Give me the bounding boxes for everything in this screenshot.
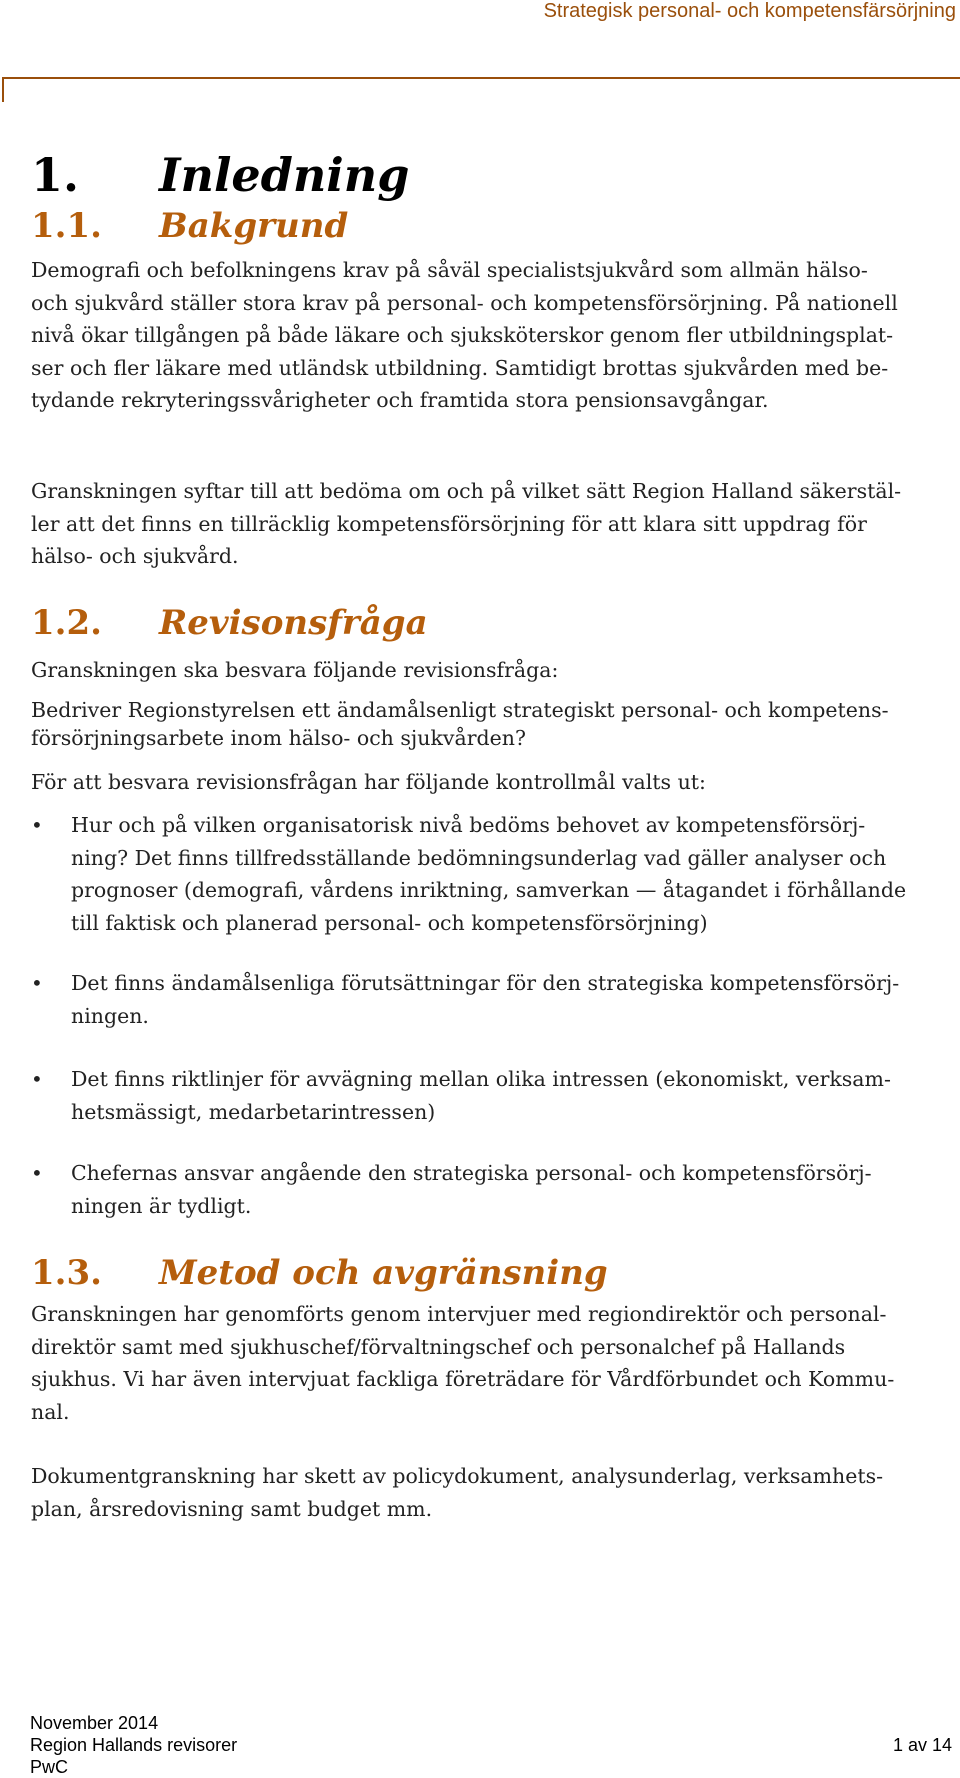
text-line: Granskningen har genomförts genom intervjuer med regiondirektör och personal-	[31, 1302, 887, 1326]
paragraph-metod-2	[31, 1460, 951, 1525]
section-number: 1.2.	[31, 603, 102, 643]
text-line: prognoser (demografi, vårdens inriktning, samverkan — åtagandet i förhållande	[71, 878, 907, 902]
text-line: ning? Det finns tillfredsställande bedömningsunderlag vad gäller analyser och	[71, 845, 887, 870]
text-line: och sjukvård ställer stora krav på personal- och kompetensförsörjning. På nationell	[31, 290, 898, 315]
text-line: hetsmässigt, medarbetarintressen)	[71, 1099, 436, 1124]
section-heading-bakgrund	[31, 206, 349, 246]
text-line: till faktisk och planerad personal- och kompetensförsörjning)	[71, 910, 708, 935]
page-footer	[30, 1712, 952, 1778]
paragraph-revision-question	[31, 696, 951, 752]
section-title: Bakgrund	[159, 206, 349, 246]
text-line: Granskningen ska besvara följande revisionsfråga:	[31, 658, 559, 682]
text-line: ningen är tydligt.	[71, 1193, 252, 1218]
text-line: plan, årsredovisning samt budget mm.	[31, 1496, 433, 1521]
text-line: Bedriver Regionstyrelsen ett ändamålsenligt strategiskt personal- och kompetens-	[31, 698, 889, 722]
header-rule	[2, 77, 960, 79]
text-line: Dokumentgranskning har skett av policydokument, analysunderlag, verksamhets-	[31, 1464, 884, 1488]
page-number: 1 av 14	[892, 1735, 952, 1755]
chapter-number: 1.	[31, 148, 80, 202]
paragraph-metod-1	[31, 1298, 951, 1428]
text-line: sjukhus. Vi har även intervjuat fackliga företrädare för Vårdförbundet och Kommu-	[31, 1367, 895, 1391]
control-objectives-list	[31, 1157, 951, 1222]
text-line: Granskningen syftar till att bedöma om och på vilket sätt Region Halland säkerstäl-	[31, 479, 902, 503]
section-heading-metod	[31, 1253, 608, 1293]
footer-company: PwC	[30, 1757, 69, 1777]
control-objectives-list	[31, 1063, 951, 1128]
paragraph-bakgrund-1	[31, 254, 951, 417]
text-line: För att besvara revisionsfrågan har följande kontrollmål valts ut:	[31, 770, 706, 794]
text-line: ser och fler läkare med utländsk utbildning. Samtidigt brottas sjukvården med be-	[31, 355, 889, 380]
text-line: Chefernas ansvar angående den strategiska personal- och kompetensförsörj-	[71, 1161, 872, 1185]
chapter-title: Inledning	[159, 148, 410, 202]
bullet: •	[31, 813, 43, 837]
section-heading-revisionsfraga	[31, 603, 428, 643]
list-item	[31, 967, 951, 1032]
list-item	[31, 1063, 951, 1128]
text-line: hälso- och sjukvård.	[31, 544, 239, 568]
text-line: nal.	[31, 1399, 70, 1424]
text-line: ningen.	[71, 1003, 149, 1028]
bullet: •	[31, 1161, 43, 1185]
text-line: Det finns ändamålsenliga förutsättningar för den strategiska kompetensförsörj-	[71, 971, 900, 995]
text-line: försörjningsarbete inom hälso- och sjukvården?	[31, 726, 526, 750]
text-line: Hur och på vilken organisatorisk nivå bedöms behovet av kompetensförsörj-	[71, 813, 866, 837]
text-line: nivå ökar tillgången på både läkare och sjuksköterskor genom fler utbildningsplat-	[31, 323, 894, 347]
bullet: •	[31, 971, 43, 995]
list-item	[31, 809, 951, 939]
footer-date: November 2014	[30, 1713, 159, 1733]
list-item	[31, 1157, 951, 1222]
section-number: 1.1.	[31, 206, 102, 246]
control-objectives-list	[31, 809, 951, 939]
paragraph-revision-intro	[31, 654, 951, 687]
bullet: •	[31, 1067, 43, 1091]
section-title: Revisonsfråga	[159, 603, 428, 643]
text-line: ler att det finns en tillräcklig kompetensförsörjning för att klara sitt uppdrag för	[31, 511, 867, 536]
footer-org: Region Hallands revisorer	[30, 1735, 238, 1755]
header-title: Strategisk personal- och kompetensfärsörjning	[543, 0, 956, 22]
paragraph-bakgrund-2	[31, 475, 951, 573]
text-line: Det finns riktlinjer för avvägning mellan olika intressen (ekonomiskt, verksam-	[71, 1067, 891, 1091]
paragraph-revision-lead	[31, 766, 951, 799]
header-tick	[2, 77, 4, 102]
section-number: 1.3.	[31, 1253, 102, 1293]
section-title: Metod och avgränsning	[159, 1253, 608, 1293]
control-objectives-list	[31, 967, 951, 1032]
text-line: tydande rekryteringssvårigheter och framtida stora pensionsavgångar.	[31, 388, 769, 412]
text-line: direktör samt med sjukhuschef/förvaltningschef och personalchef på Hallands	[31, 1334, 846, 1359]
chapter-heading	[31, 148, 410, 202]
text-line: Demografi och befolkningens krav på såväl specialistsjukvård som allmän hälso-	[31, 258, 868, 282]
